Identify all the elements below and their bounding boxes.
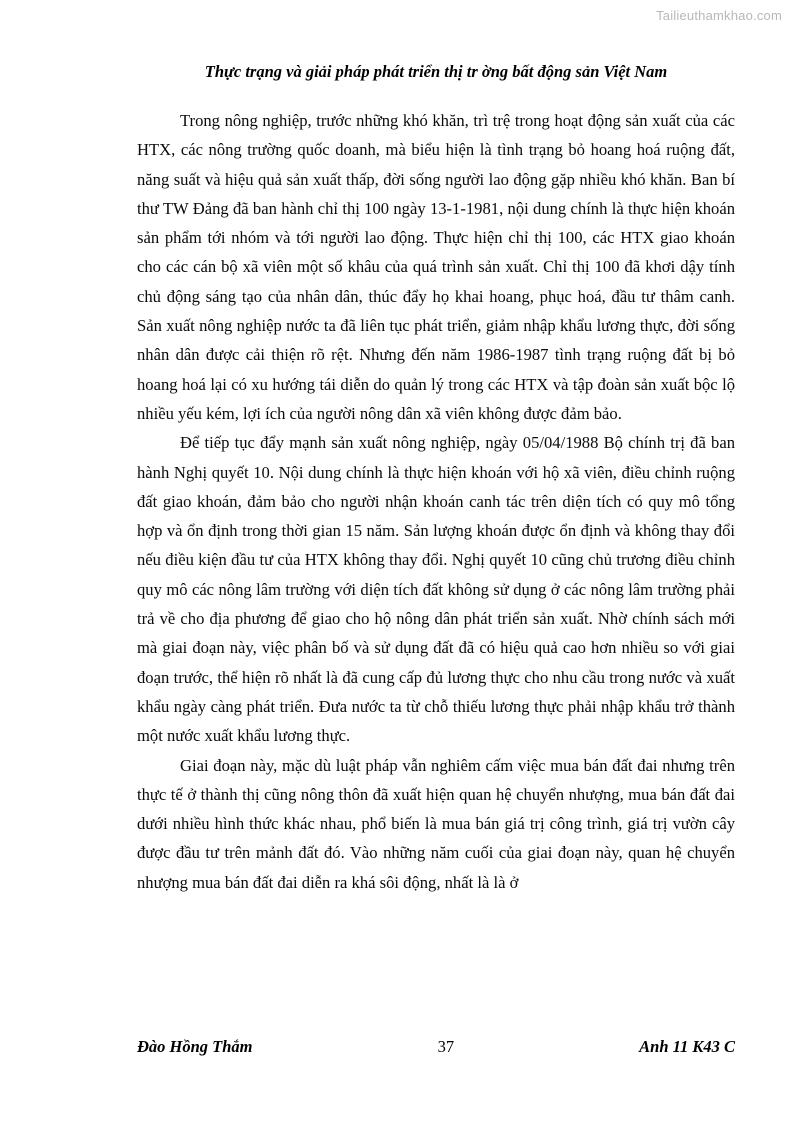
paragraph-1: Trong nông nghiệp, trước những khó khăn, trì trệ trong hoạt động sản xuất của các HTX, các nông trường quốc doanh, mà biểu hiện là tình trạng bỏ hoang hoá ruộng đất, năng suất và hiệu quả sản xuất thấp, đời sống người lao động gặp nhiều khó khăn. Ban bí thư TW Đảng đã ban hành chỉ thị 100 ngày 13-1-1981, nội dung chính là thực hiện khoán sản phẩm tới nhóm và tới người lao động. Thực hiện chỉ thị 100, các HTX giao khoán cho các cán bộ xã viên một số khâu của quá trình sản xuất. Chỉ thị 100 đã khơi dậy tính chủ động sáng tạo của nhân dân, thúc đẩy họ khai hoang, phục hoá, đầu tư thâm canh. Sản xuất nông nghiệp nước ta đã liên tục phát triển, giảm nhập khẩu lương thực, đời sống nhân dân được cải thiện rõ rệt. Nhưng đến năm 1986-1987 tình trạng ruộng đất bị bỏ hoang hoá lại có xu hướng tái diễn do quản lý trong các HTX và tập đoàn sản xuất bộc lộ nhiều yếu kém, lợi ích của người nông dân xã viên không được đảm bảo. bbox=[137, 111, 735, 423]
footer-page-number: 37 bbox=[437, 1037, 455, 1056]
page-footer bbox=[137, 1037, 735, 1057]
document-content bbox=[137, 62, 735, 897]
page-title: Thực trạng và giải pháp phát triển thị tr ờng bất động sản Việt Nam bbox=[204, 62, 668, 81]
site-watermark: Tailieuthamkhao.com bbox=[656, 8, 782, 23]
footer-author: Đào Hồng Thắm bbox=[137, 1037, 253, 1056]
paragraph-3: Giai đoạn này, mặc dù luật pháp vẫn nghiêm cấm việc mua bán đất đai nhưng trên thực tế ở thành thị cũng nông thôn đã xuất hiện quan hệ chuyển nhượng, mua bán đất đai dưới nhiều hình thức khác nhau, phổ biến là mua bán giá trị công trình, giá trị vườn cây được đầu tư trên mảnh đất đó. Vào những năm cuối của giai đoạn này, quan hệ chuyển nhượng mua bán đất đai diễn ra khá sôi động, nhất là là ở bbox=[137, 755, 735, 892]
footer-class: Anh 11 K43 C bbox=[639, 1037, 735, 1056]
paragraph-2: Để tiếp tục đẩy mạnh sản xuất nông nghiệp, ngày 05/04/1988 Bộ chính trị đã ban hành Nghị quyết 10. Nội dung chính là thực hiện khoán với hộ xã viên, điều chỉnh ruộng đất giao khoán, đảm bảo cho người nhận khoán canh tác trên diện tích có quy mô tổng hợp và ổn định trong thời gian 15 năm. Sản lượng khoán được ổn định và không thay đổi nếu điều kiện đầu tư của HTX không thay đổi. Nghị quyết 10 cũng chủ trương điều chỉnh quy mô các nông lâm trường với diện tích đất không sử dụng ở các nông lâm trường phải trả về cho địa phương để giao cho hộ nông dân phát triển sản xuất. Nhờ chính sách mới mà giai đoạn này, việc phân bố và sử dụng đất đã có hiệu quả cao hơn nhiều so với giai đoạn trước, thể hiện rõ nhất là đã cung cấp đủ lương thực cho nhu cầu trong nước và xuất khẩu ngày càng phát triển. Đưa nước ta từ chỗ thiếu lương thực phải nhập khẩu trở thành một nước xuất khẩu lương thực. bbox=[137, 433, 735, 746]
